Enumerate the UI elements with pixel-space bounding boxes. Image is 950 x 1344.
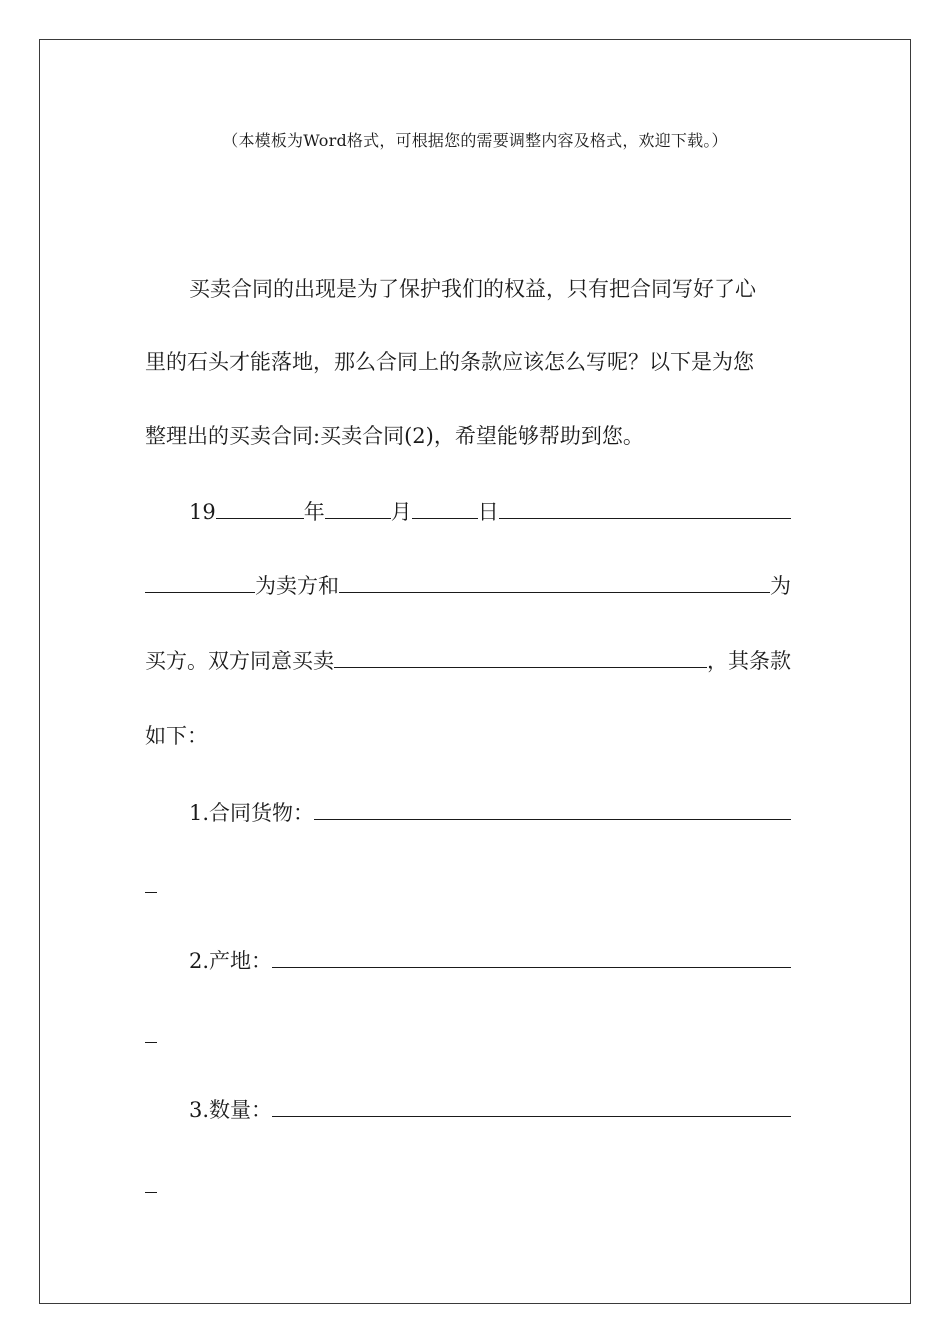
intro-line-3 [145, 420, 791, 452]
item-3-blank[interactable] [272, 1094, 791, 1117]
item-1-blank[interactable] [314, 797, 791, 820]
item-1-line [189, 797, 791, 829]
month-blank[interactable] [325, 496, 391, 519]
year-label: 年 [303, 500, 325, 524]
intro-line-1 [189, 273, 791, 305]
item-1-blank-cont[interactable] [145, 870, 157, 893]
item-3-blank-cont[interactable] [145, 1170, 157, 1193]
item-2-continuation [145, 1020, 791, 1052]
month-label: 月 [390, 500, 412, 524]
item-3-continuation [145, 1170, 791, 1202]
year-blank[interactable] [216, 496, 304, 519]
goods-line [145, 645, 791, 677]
intro-text-1: 买卖合同的出现是为了保护我们的权益，只有把合同写好了心 [189, 277, 756, 301]
intro-text-2: 里的石头才能落地，那么合同上的条款应该怎么写呢？以下是为您 [145, 350, 754, 374]
following-label: 如下： [145, 724, 208, 748]
intro-line-2 [145, 346, 791, 378]
following-line [145, 720, 791, 752]
parties-line [145, 570, 791, 602]
terms-label: ，其条款 [707, 649, 791, 673]
date-line [189, 496, 791, 528]
item-1-label: 1.合同货物： [189, 801, 315, 825]
template-note: （本模板为Word格式，可根据您的需要调整内容及格式，欢迎下载。） [222, 131, 728, 150]
seller-blank[interactable] [145, 570, 255, 593]
goods-blank[interactable] [334, 645, 707, 668]
buyer-continued: 买方。双方同意买卖 [145, 649, 334, 673]
day-blank[interactable] [412, 496, 478, 519]
year-prefix: 19 [189, 500, 216, 524]
buyer-blank[interactable] [339, 570, 770, 593]
day-label: 日 [477, 500, 499, 524]
item-2-line [189, 945, 791, 977]
item-2-blank-cont[interactable] [145, 1020, 157, 1043]
item-2-label: 2.产地： [189, 949, 273, 973]
intro-text-3: 整理出的买卖合同:买卖合同(2)，希望能够帮助到您。 [145, 424, 644, 448]
seller-label: 为卖方和 [255, 574, 339, 598]
item-3-label: 3.数量： [189, 1098, 273, 1122]
item-3-line [189, 1094, 791, 1126]
date-trailing-blank[interactable] [499, 496, 791, 519]
buyer-label: 为 [770, 574, 791, 598]
item-1-continuation [145, 870, 791, 902]
item-2-blank[interactable] [272, 945, 791, 968]
